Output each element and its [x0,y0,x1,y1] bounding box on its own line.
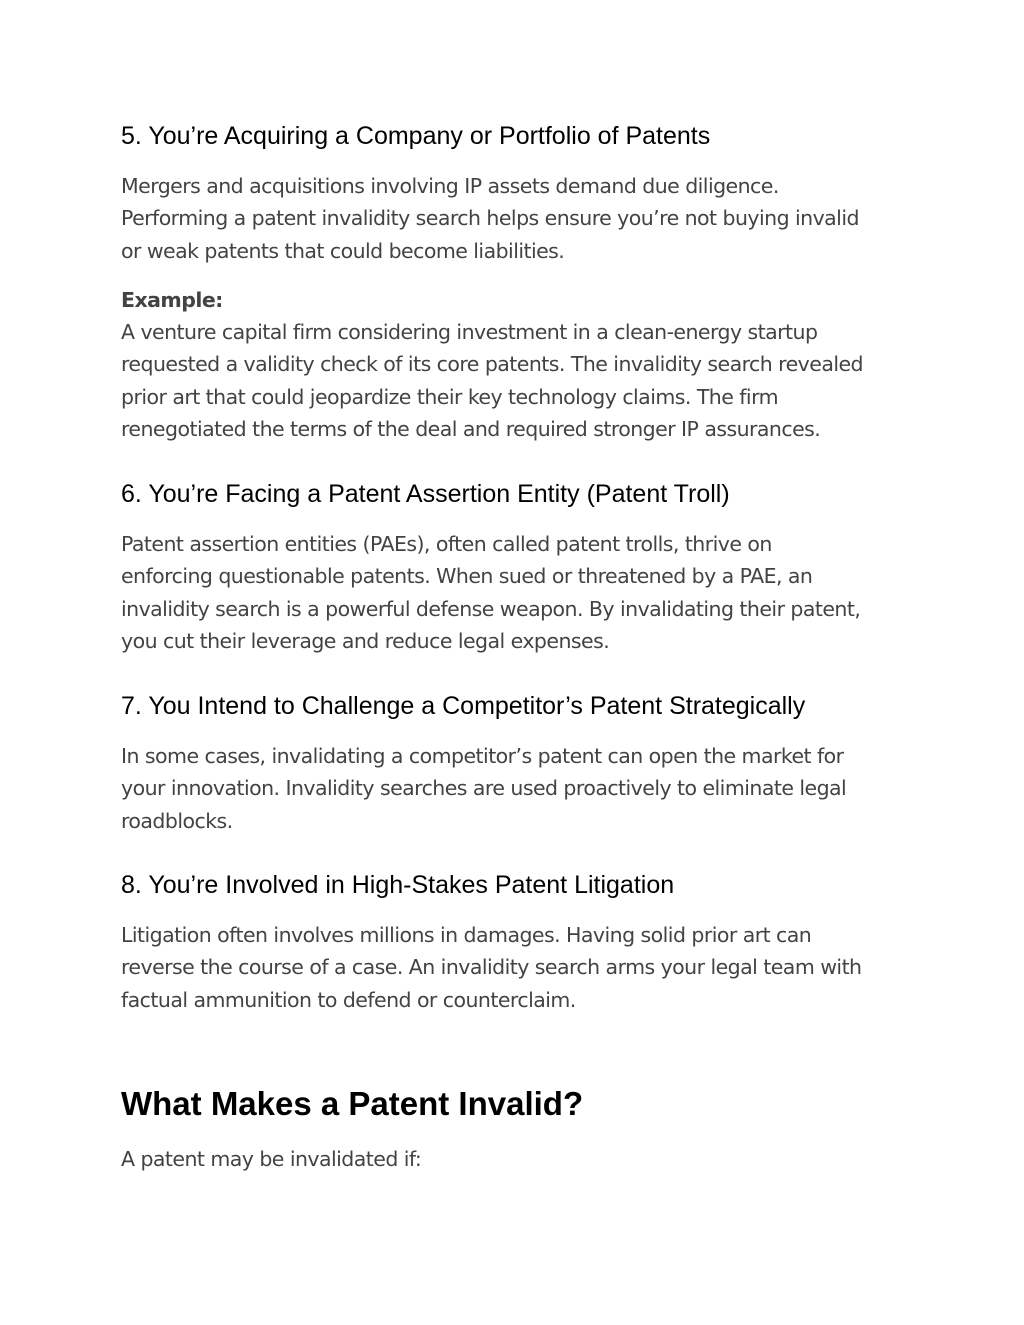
intro-paragraph [121,1143,911,1175]
section-8-paragraph [121,919,911,1016]
paragraph-line: invalidity search is a powerful defense weapon. By invalidating their patent, [121,596,861,621]
section-5-paragraph [121,170,911,267]
main-heading: What Makes a Patent Invalid? [121,1085,584,1122]
paragraph-line: Mergers and acquisitions involving IP assets demand due diligence. [121,174,779,198]
paragraph-line: Litigation often involves millions in damages. Having solid prior art can [121,923,812,947]
paragraph-line: renegotiated the terms of the deal and required stronger IP assurances. [121,417,821,442]
paragraph-line: In some cases, invalidating a competitor’s patent can open the market for [121,744,844,768]
section-7-heading: 7. You Intend to Challenge a Competitor’s Patent Strategically [121,692,806,720]
section-8-heading: 8. You’re Involved in High-Stakes Patent Litigation [121,871,675,899]
section-6-heading: 6. You’re Facing a Patent Assertion Entity (Patent Troll) [121,480,730,508]
paragraph-line: A venture capital firm considering investment in a clean-energy startup [121,320,818,344]
example-paragraph [121,316,911,446]
paragraph-line: A patent may be invalidated if: [121,1147,422,1171]
paragraph-line: roadblocks. [121,808,233,833]
section-5-heading: 5. You’re Acquiring a Company or Portfolio of Patents [121,122,711,150]
section-7-paragraph [121,740,911,837]
paragraph-line: requested a validity check of its core patents. The invalidity search revealed [121,352,863,377]
paragraph-line: Performing a patent invalidity search helps ensure you’re not buying invalid [121,206,859,231]
paragraph-line: prior art that could jeopardize their key technology claims. The firm [121,384,779,409]
section-6-paragraph [121,528,911,658]
example-label: Example: [121,288,223,312]
paragraph-line: Patent assertion entities (PAEs), often called patent trolls, thrive on [121,532,772,556]
paragraph-line: enforcing questionable patents. When sued or threatened by a PAE, an [121,564,813,589]
paragraph-line: you cut their leverage and reduce legal expenses. [121,629,610,654]
paragraph-line: factual ammunition to defend or counterclaim. [121,987,576,1012]
paragraph-line: or weak patents that could become liabilities. [121,238,565,263]
paragraph-line: reverse the course of a case. An invalidity search arms your legal team with [121,955,862,980]
paragraph-line: your innovation. Invalidity searches are used proactively to eliminate legal [121,776,847,801]
